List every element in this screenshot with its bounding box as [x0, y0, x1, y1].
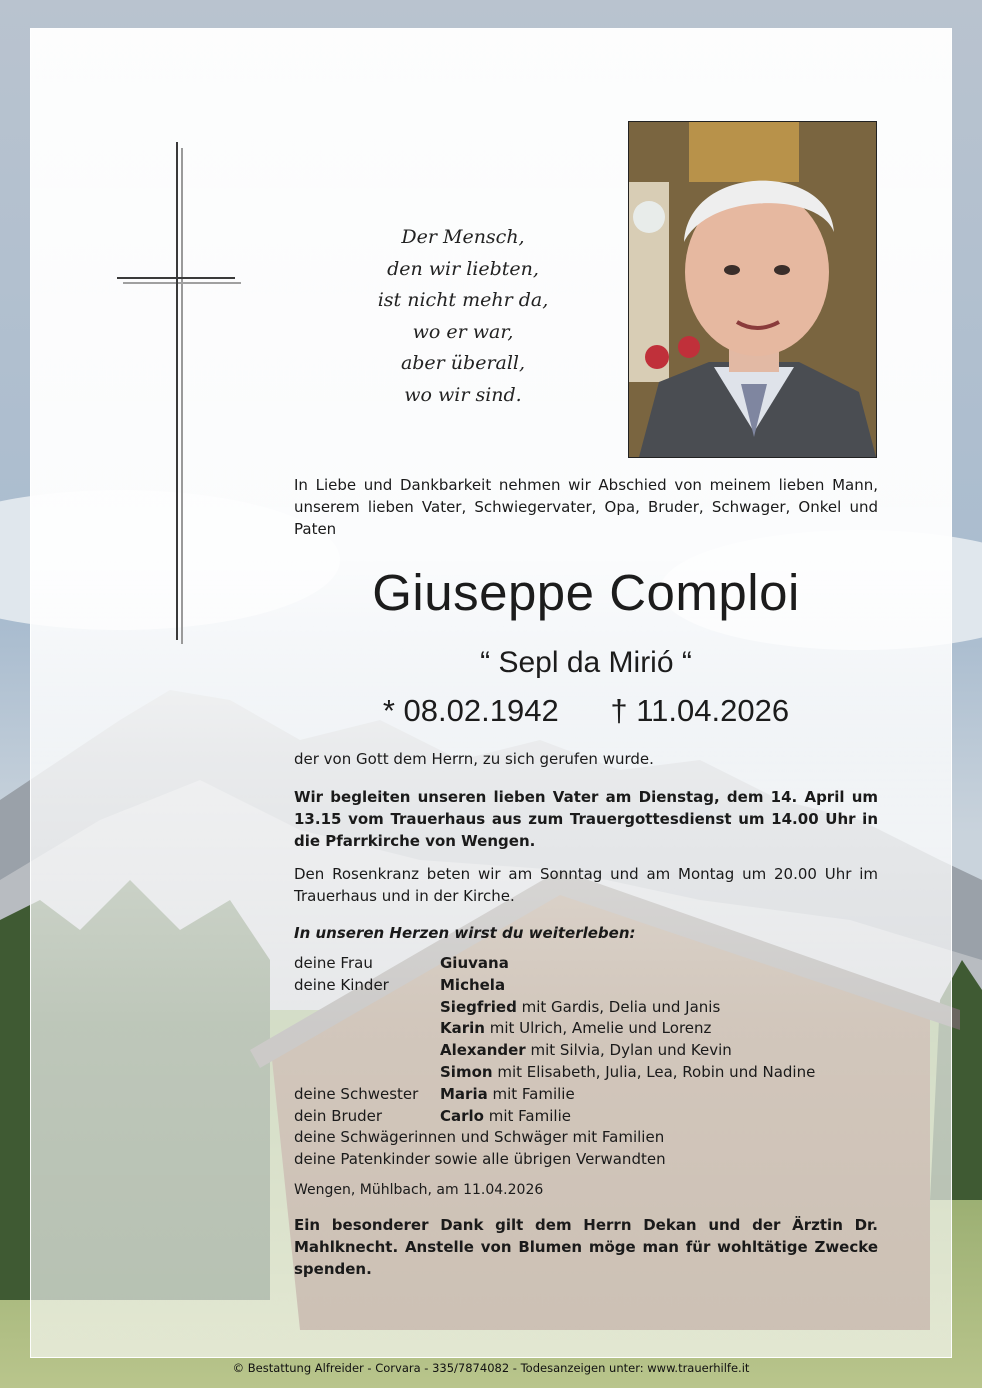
list-item: deine Patenkinder sowie alle übrigen Verwandten — [294, 1150, 666, 1169]
list-item — [294, 997, 878, 1019]
family-member-name: Giuvana — [440, 954, 509, 972]
family-member-name: Karin — [440, 1019, 485, 1038]
family-relation: deine Schwester — [294, 1084, 419, 1103]
thanks-text: Ein besonderer Dank gilt dem Herrn Dekan und der Ärztin Dr. Mahlknecht. Anstelle von Blumen möge man für wohltätige Zwecke spenden. — [294, 1216, 878, 1278]
cross-icon-bar — [117, 277, 235, 279]
family-member — [440, 953, 509, 975]
list-item — [294, 1106, 878, 1128]
list-item — [294, 1040, 878, 1062]
poem-line: wo wir sind. — [404, 383, 522, 406]
list-item — [294, 1018, 878, 1040]
family-member-name: Alexander — [440, 1041, 526, 1060]
family-member-extra: mit Familie — [483, 1106, 571, 1125]
family-relation: deine Frau — [294, 954, 373, 972]
family-member-name: Michela — [440, 975, 506, 994]
cross-icon — [176, 142, 178, 640]
family-member — [440, 975, 505, 997]
family-member — [440, 1084, 575, 1106]
family-relation: dein Bruder — [294, 1106, 383, 1125]
poem-line: ist nicht mehr da, — [377, 289, 549, 311]
ceremony-text: Wir begleiten unseren lieben Vater am Dienstag, dem 14. April um 13.15 vom Trauerhaus aus zum Trauergottesdienst um 14.00 Uhr in die Pfarrkirche von Wengen. — [294, 788, 878, 850]
family-member — [440, 1018, 711, 1040]
footer-credit: © Bestattung Alfreider - Corvara - 335/7874082 - Todesanzeigen unter: www.trauerhilfe.it — [232, 1361, 750, 1375]
rosary-text: Den Rosenkranz beten wir am Sonntag und am Montag um 20.00 Uhr im Trauerhaus und in der Kirche. — [294, 865, 878, 905]
poem-line: aber überall, — [400, 352, 526, 374]
list-item — [294, 1062, 878, 1084]
family-member-extra: mit Elisabeth, Julia, Lea, Robin und Nadine — [492, 1062, 816, 1081]
death-date: † 11.04.2026 — [610, 693, 790, 728]
life-dates — [294, 690, 878, 732]
portrait-photo — [628, 121, 877, 458]
intro-text: In Liebe und Dankbarkeit nehmen wir Abschied von meinem lieben Mann, unserem lieben Vater, Schwiegervater, Opa, Bruder, Schwager, Onkel und Paten — [294, 476, 878, 538]
family-heading: In unseren Herzen wirst du weiterleben: — [294, 924, 636, 942]
poem-line: den wir liebten, — [387, 257, 539, 280]
family-member-name: Simon — [440, 1062, 493, 1081]
family-relation: deine Kinder — [294, 975, 389, 994]
family-member-extra: mit Ulrich, Amelie und Lorenz — [484, 1019, 712, 1038]
family-member-name: Maria — [440, 1084, 488, 1103]
family-member — [440, 997, 720, 1019]
poem-line: Der Mensch, — [401, 226, 525, 248]
deceased-nickname: “ Sepl da Mirió “ — [480, 646, 692, 679]
family-member — [440, 1040, 732, 1062]
list-item — [294, 953, 878, 975]
family-member — [440, 1062, 815, 1084]
birth-date: * 08.02.1942 — [382, 693, 559, 728]
memorial-poem — [340, 222, 586, 411]
family-member-extra: mit Silvia, Dylan und Kevin — [525, 1041, 732, 1060]
family-member — [440, 1106, 571, 1128]
called-text: der von Gott dem Herrn, zu sich gerufen wurde. — [294, 750, 654, 768]
family-member-extra: mit Gardis, Delia und Janis — [516, 997, 721, 1016]
family-list — [294, 953, 878, 1171]
cross-icon-shadow-horizontal — [123, 282, 241, 284]
family-member-name: Carlo — [440, 1106, 484, 1125]
list-item: deine Schwägerinnen und Schwäger mit Familien — [294, 1128, 665, 1147]
place-date: Wengen, Mühlbach, am 11.04.2026 — [294, 1182, 544, 1198]
deceased-name: Giuseppe Comploi — [372, 564, 800, 621]
list-item — [294, 975, 878, 997]
family-member-extra: mit Familie — [487, 1084, 575, 1103]
list-item — [294, 1084, 878, 1106]
poem-line: wo er war, — [412, 320, 514, 343]
family-member-name: Siegfried — [440, 997, 517, 1016]
cross-icon-shadow-vertical — [181, 148, 183, 644]
